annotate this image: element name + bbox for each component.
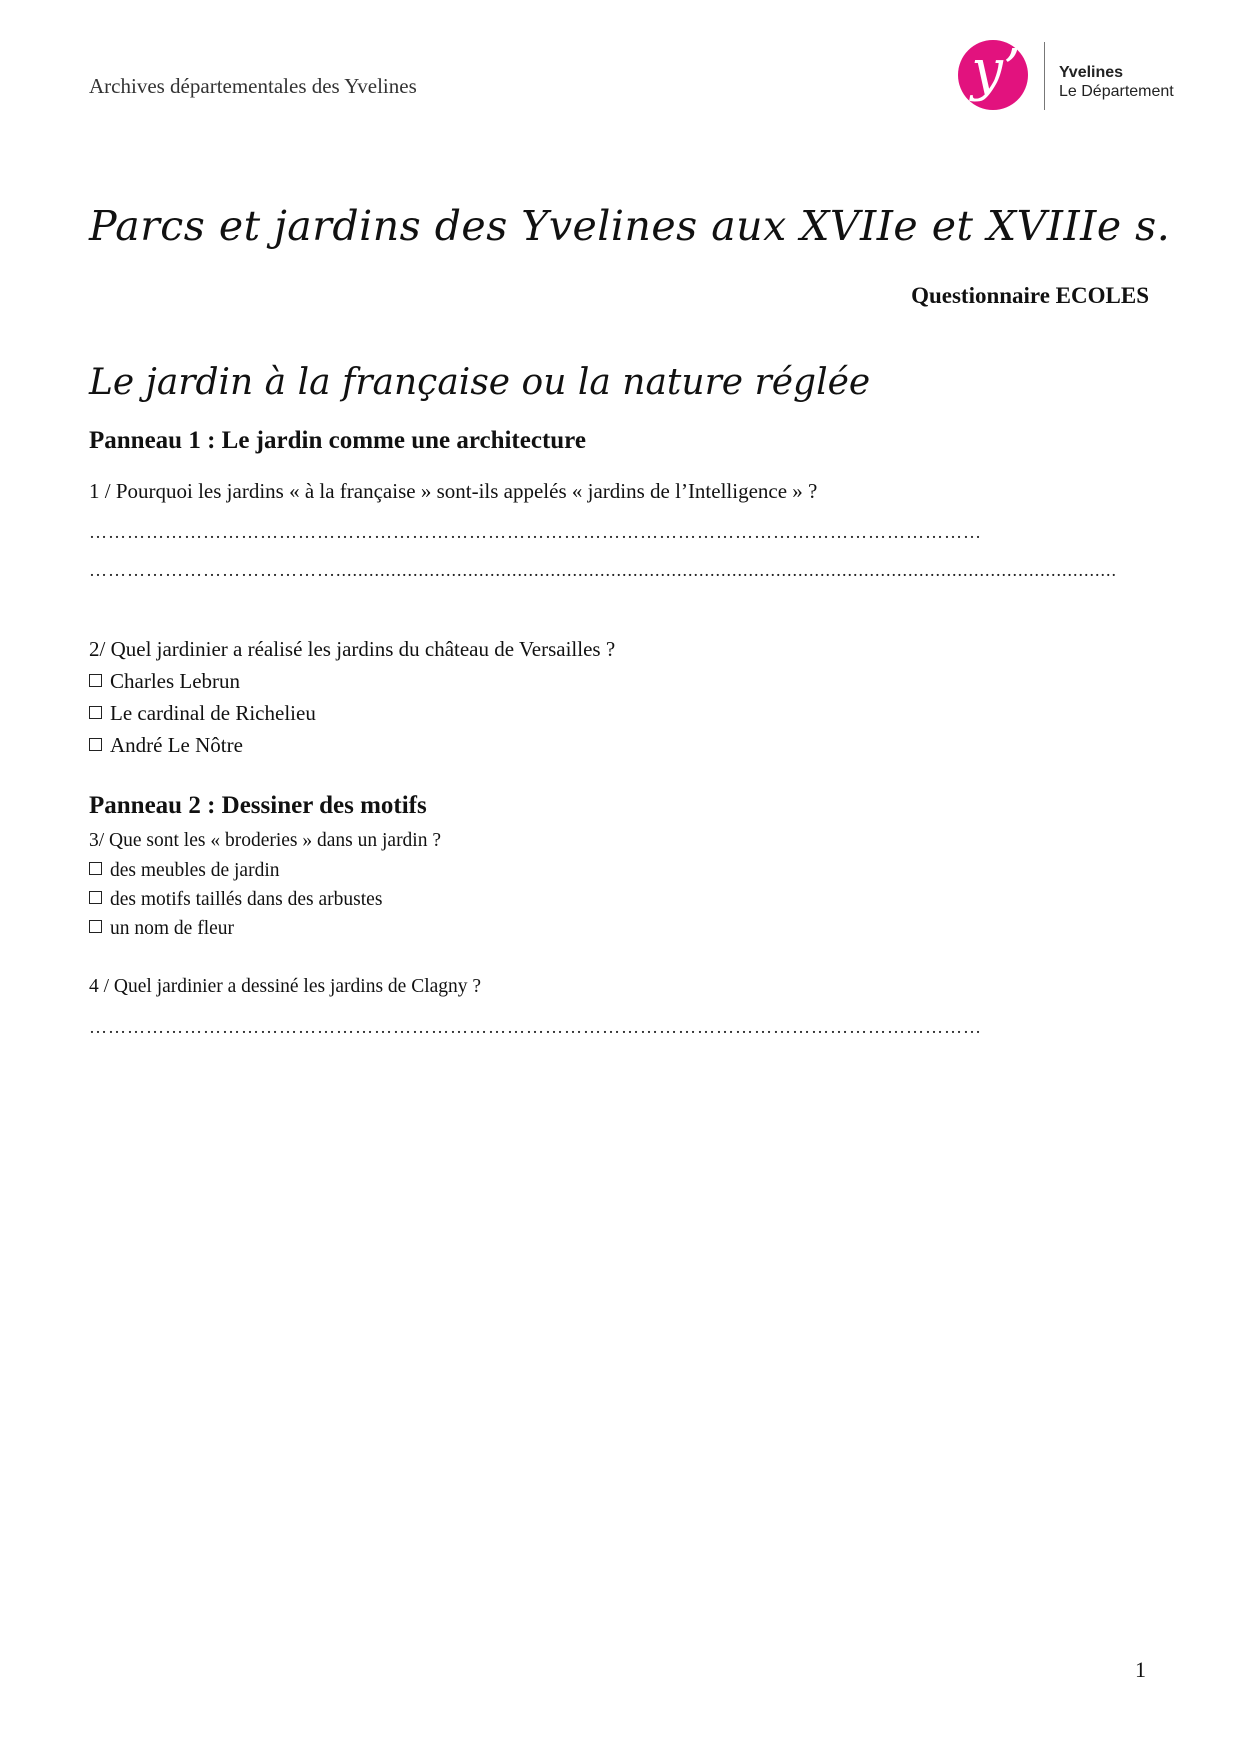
question-3: 3/ Que sont les « broderies » dans un jardin ?	[89, 830, 442, 851]
option-label: Le cardinal de Richelieu	[110, 701, 316, 725]
answer-line-1a[interactable]: ……………………………………………………………………………………………………………………………	[89, 522, 982, 542]
logo-divider	[1044, 42, 1045, 110]
logo-circle-icon	[958, 40, 1028, 110]
section-title: Le jardin à la française ou la nature réglée	[89, 362, 871, 403]
question-4: 4 / Quel jardinier a dessiné les jardins de Clagny ?	[89, 976, 482, 997]
checkbox[interactable]	[89, 862, 102, 875]
page-number: 1	[1135, 1657, 1146, 1682]
option-3a[interactable]	[89, 860, 280, 882]
option-label: un nom de fleur	[110, 918, 235, 939]
option-label: Charles Lebrun	[110, 669, 241, 693]
logo-subtitle: Le Département	[1059, 83, 1174, 100]
option-label: André Le Nôtre	[110, 733, 243, 757]
option-2a[interactable]	[89, 669, 240, 694]
answer-line-1b[interactable]: …………………………………..............................................................................................................................................	[89, 560, 1117, 580]
option-3c[interactable]	[89, 918, 234, 940]
question-2: 2/ Quel jardinier a réalisé les jardins du château de Versailles ?	[89, 637, 616, 661]
institution-name: Archives départementales des Yvelines	[89, 74, 417, 98]
checkbox[interactable]	[89, 891, 102, 904]
panel-1-heading: Panneau 1 : Le jardin comme une architecture	[89, 427, 586, 454]
checkbox[interactable]	[89, 674, 102, 687]
yvelines-logo	[958, 38, 1198, 116]
option-2b[interactable]	[89, 701, 316, 726]
option-3b[interactable]	[89, 889, 382, 911]
logo-name: Yvelines	[1059, 64, 1124, 81]
document-title: Parcs et jardins des Yvelines aux XVIIe et XVIIIe s.	[89, 202, 1171, 250]
question-1: 1 / Pourquoi les jardins « à la française » sont-ils appelés « jardins de l’Intelligence » ?	[89, 479, 818, 503]
panel-2-heading: Panneau 2 : Dessiner des motifs	[89, 792, 427, 819]
option-2c[interactable]	[89, 733, 243, 758]
answer-line-4[interactable]: ……………………………………………………………………………………………………………………………	[89, 1017, 982, 1037]
checkbox[interactable]	[89, 706, 102, 719]
checkbox[interactable]	[89, 920, 102, 933]
checkbox[interactable]	[89, 738, 102, 751]
option-label: des motifs taillés dans des arbustes	[110, 889, 383, 910]
document-subtitle: Questionnaire ECOLES	[911, 283, 1149, 308]
logo-mark: y’	[971, 38, 1021, 103]
option-label: des meubles de jardin	[110, 860, 280, 881]
